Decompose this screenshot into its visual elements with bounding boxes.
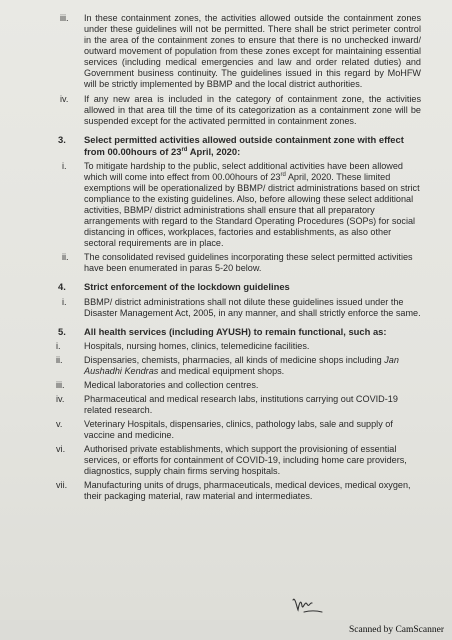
item-number: i. (62, 296, 67, 307)
item-text-italic: Jan Aushadhi Kendras (84, 355, 399, 376)
section-title-part: April, 2020: (187, 145, 241, 157)
item-number: iv. (56, 394, 65, 404)
section-5-item-iv (56, 394, 421, 416)
document-body (56, 13, 421, 505)
item-text (84, 161, 421, 249)
clause-iv (56, 94, 421, 127)
item-text: Manufacturing units of drugs, pharmaceuticals, medical devices, medical oxygen, their packaging material, raw material and intermediates. (84, 480, 411, 501)
item-number: iii. (56, 380, 65, 390)
section-title-sup: rd (181, 146, 188, 153)
section-5-item-vi (56, 444, 421, 477)
clause-text: In these containment zones, the activities allowed outside the containment zones under these guidelines will not be permitted. There shall be strict perimeter control in the area of the containment zones to ensure that there is no unchecked inward/ outward movement of population from these zones except for maintaining essential services (including medical emergencies and law and order related duties) and Government business continuity. The guidelines issued in this regard by MoHFW will be strictly implemented by BBMP and the local district authorities. (84, 13, 421, 89)
item-text: The consolidated revised guidelines incorporating these select permitted activities have been enumerated in paras 5-20 below. (84, 252, 413, 273)
item-text-part: Dispensaries, chemists, pharmacies, all kinds of medicine shops including (84, 355, 385, 365)
item-text: Medical laboratories and collection centres. (84, 380, 259, 390)
section-4-heading (56, 281, 421, 293)
item-text-part: To mitigate hardship to the public, select additional activities have been allowed which will come into effect from 00.00hours of 23 (84, 161, 403, 182)
section-number: 3. (58, 134, 66, 145)
handwritten-signature (290, 594, 326, 616)
section-5-heading (56, 326, 421, 338)
section-3-heading (56, 134, 421, 157)
section-title: Strict enforcement of the lockdown guidelines (84, 281, 290, 292)
section-5-item-v (56, 419, 421, 441)
section-5-item-i (56, 341, 421, 352)
item-text-sup: rd (280, 171, 286, 178)
item-text (84, 355, 421, 377)
item-number: vii. (56, 480, 68, 490)
section-number: 5. (58, 325, 66, 337)
item-number: ii. (56, 355, 63, 365)
section-title: All health services (including AYUSH) to remain functional, such as: (84, 325, 387, 337)
clause-number: iv. (60, 94, 69, 104)
item-text: Authorised private establishments, which support the provisioning of essential services, or efforts for containment of COVID-19, including home care providers, diagnostics, supply chain firms serving hospitals. (84, 444, 407, 476)
item-text: BBMP/ district administrations shall not dilute these guidelines issued under the Disaster Management Act, 2005, in any manner, and shall strictly enforce the same. (84, 296, 421, 318)
item-text: Pharmaceutical and medical research labs, institutions carrying out COVID-19 related research. (84, 394, 398, 415)
section-4-item-i (56, 297, 421, 319)
section-3-item-i (56, 161, 421, 249)
clause-iii (56, 13, 421, 90)
item-text: Veterinary Hospitals, dispensaries, clinics, pathology labs, sale and supply of vaccine and medicine. (84, 419, 393, 440)
scanner-watermark: Scanned by CamScanner (349, 625, 444, 635)
clause-number: iii. (60, 13, 69, 23)
section-number: 4. (58, 281, 66, 292)
item-number: i. (62, 161, 67, 171)
item-number: i. (56, 341, 61, 351)
item-number: v. (56, 419, 63, 429)
section-title-part: Select permitted activities allowed outside containment zone with effect from 00.00hours of 23 (84, 134, 404, 157)
item-text-part: April, 2020. These limited exemptions will be operationalized by BBMP/ district administrations based on strict compliance to the existing guidelines. Also, before allowing these select additional activities, BBMP/ district administrations shall ensure that all preparatory arrangements with regard to the Standard Operating Procedures (SOPs) for social distancing in offices, workplaces, factories and establishments, as also other sectoral requirements are in place. (84, 172, 420, 248)
item-number: ii. (62, 252, 69, 262)
item-number: vi. (56, 444, 66, 454)
section-5-item-ii (56, 355, 421, 377)
section-3-item-ii (56, 252, 421, 274)
item-text-part: and medical equipment shops. (158, 366, 285, 376)
item-text: Hospitals, nursing homes, clinics, telemedicine facilities. (84, 341, 310, 351)
section-5-item-iii (56, 380, 421, 391)
section-5-item-vii (56, 480, 421, 502)
clause-text: If any new area is included in the category of containment zone, the activities allowed in that area till the time of its categorization as a containment zone will be suspended except for the activated permitted in containment zones. (84, 94, 421, 126)
